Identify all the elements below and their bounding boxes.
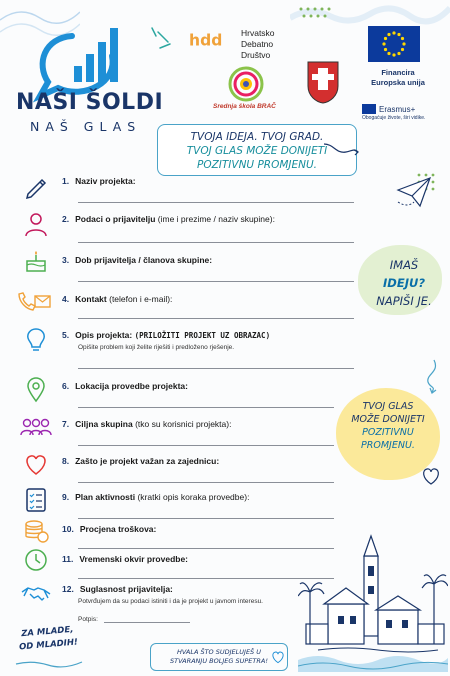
banner-line1: TVOJA IDEJA. TVOJ GRAD.: [190, 131, 324, 143]
form-item-description: [22, 326, 352, 372]
answer-line[interactable]: [78, 242, 354, 243]
signature-label: Potpis:: [78, 616, 98, 623]
item-label: 12. Suglasnost prijavitelja:: [62, 584, 173, 594]
hdd-line2: Debatno: [241, 39, 274, 49]
item-label: 4. Kontakt (telefon i e-mail):: [62, 294, 173, 304]
item-label: 11. Vremenski okvir provedbe:: [62, 554, 189, 564]
curly-arrow-icon: [406, 356, 440, 396]
idea-callout-line2: IDEJU?: [383, 276, 425, 290]
form-item-target-group: [22, 413, 352, 447]
item-label: 10. Procjena troškova:: [62, 524, 157, 534]
answer-line[interactable]: [78, 318, 354, 319]
item-label: 7. Ciljna skupina (tko su korisnici projekta):: [62, 419, 232, 429]
answer-line[interactable]: [78, 281, 354, 282]
banner-line3: POZITIVNU PROMJENU.: [196, 159, 318, 171]
answer-line[interactable]: [78, 202, 354, 203]
form-item-project-name: [22, 172, 352, 204]
group-icon: [19, 413, 53, 441]
footer-slogan-line2: OD MLADIH!: [18, 637, 79, 653]
erasmus-flag-icon: [362, 104, 376, 114]
underline-doodle: [14, 658, 84, 670]
hdd-text: [241, 28, 275, 61]
thank-you-box: [150, 643, 288, 671]
lightbulb-icon: [22, 326, 50, 354]
voice-callout: [340, 400, 436, 452]
voice-callout-line3: POZITIVNU: [362, 427, 414, 438]
idea-callout: [362, 256, 446, 310]
item-label: 2. Podaci o prijavitelju (ime i prezime / naziv skupine):: [62, 214, 275, 224]
location-pin-icon: [22, 375, 50, 403]
answer-line[interactable]: [78, 578, 334, 579]
form-item-age: [22, 247, 352, 283]
school-name: Srednja škola BRAČ: [213, 103, 276, 110]
item-label: 3. Dob prijavitelja / članova skupine:: [62, 255, 213, 265]
item-label: 6. Lokacija provedbe projekta:: [62, 381, 188, 391]
thank-you-line2: STVARANJU BOLJEG SUPETRA!: [170, 657, 268, 665]
item-label: 1. Naziv projekta:: [62, 176, 136, 186]
form-item-importance: [22, 450, 352, 484]
voice-callout-line4: PROMJENU.: [361, 440, 415, 451]
supetar-town-illustration: [298, 532, 448, 672]
checklist-icon: [22, 486, 50, 514]
idea-callout-line1: IMAŠ: [389, 258, 419, 272]
footer-slogan-line1: ZA MLADE,: [20, 624, 74, 640]
erasmus-tagline: Obogaćuje živote, širi vidike.: [362, 115, 426, 121]
erasmus-name: Erasmus+: [379, 104, 416, 114]
answer-line[interactable]: [78, 407, 334, 408]
erasmus-mark: [362, 104, 442, 114]
answer-line[interactable]: [78, 368, 354, 369]
hdd-line1: Hrvatsko: [241, 28, 275, 38]
form-item-activity-plan: [22, 486, 352, 520]
answer-line[interactable]: [78, 482, 334, 483]
idea-callout-line3: NAPIŠI JE.: [376, 294, 432, 308]
form-item-contact: [22, 288, 352, 320]
eu-funding-text: [368, 68, 428, 88]
phone-mail-icon: [16, 288, 52, 316]
thank-you-line1: HVALA ŠTO SUDJELUJEŠ U: [176, 648, 262, 656]
paper-plane-icon: [396, 176, 432, 210]
item-description: Potvrđujem da su podaci istiniti i da je projekt u javnom interesu.: [78, 598, 263, 605]
dots-decoration: [296, 4, 346, 24]
erasmus-logo: [362, 104, 442, 121]
heart-doodle-icon: [270, 650, 286, 664]
item-label: 8. Zašto je projekt važan za zajednicu:: [62, 456, 220, 466]
form-item-location: [22, 375, 352, 411]
curly-arrow-icon: [322, 140, 362, 160]
item-description: Opišite problem koji želite riješiti i predloženo rješenje.: [78, 344, 235, 351]
item-label: 5. Opis projekta: (PRILOŽITI PROJEKT UZ OBRAZAC): [62, 330, 271, 340]
voice-callout-line2: MOŽE DONIJETI: [351, 414, 425, 425]
municipal-crest: [306, 60, 340, 104]
banner-line2: TVOJ GLAS MOŽE DONIJETI: [186, 145, 328, 157]
eu-flag: [368, 26, 420, 62]
eu-stars-icon: [368, 26, 420, 62]
heart-icon: [22, 450, 50, 478]
handshake-icon: [20, 580, 52, 608]
brand-subtitle: NAŠ GLAS: [30, 119, 142, 134]
hdd-line3: Društvo: [241, 50, 271, 60]
form-item-applicant: [22, 210, 352, 244]
clock-icon: [22, 546, 50, 574]
pencil-icon: [22, 172, 50, 200]
footer-slogan: [15, 623, 81, 654]
signature-line[interactable]: [104, 622, 190, 623]
item-label: 9. Plan aktivnosti (kratki opis koraka provedbe):: [62, 492, 250, 502]
voice-callout-line1: TVOJ GLAS: [362, 401, 414, 412]
cake-icon: [22, 247, 50, 275]
coins-icon: [22, 516, 50, 544]
answer-line[interactable]: [78, 445, 334, 446]
svg-text:hdd: hdd: [189, 31, 223, 50]
brand-title: NAŠI ŠOLDI: [16, 90, 164, 115]
hdd-logo: [189, 28, 239, 56]
person-icon: [22, 210, 50, 238]
eu-line1: Financira: [381, 68, 415, 77]
eu-line2: Europska unija: [371, 78, 425, 87]
heart-doodle-icon: [420, 466, 442, 486]
